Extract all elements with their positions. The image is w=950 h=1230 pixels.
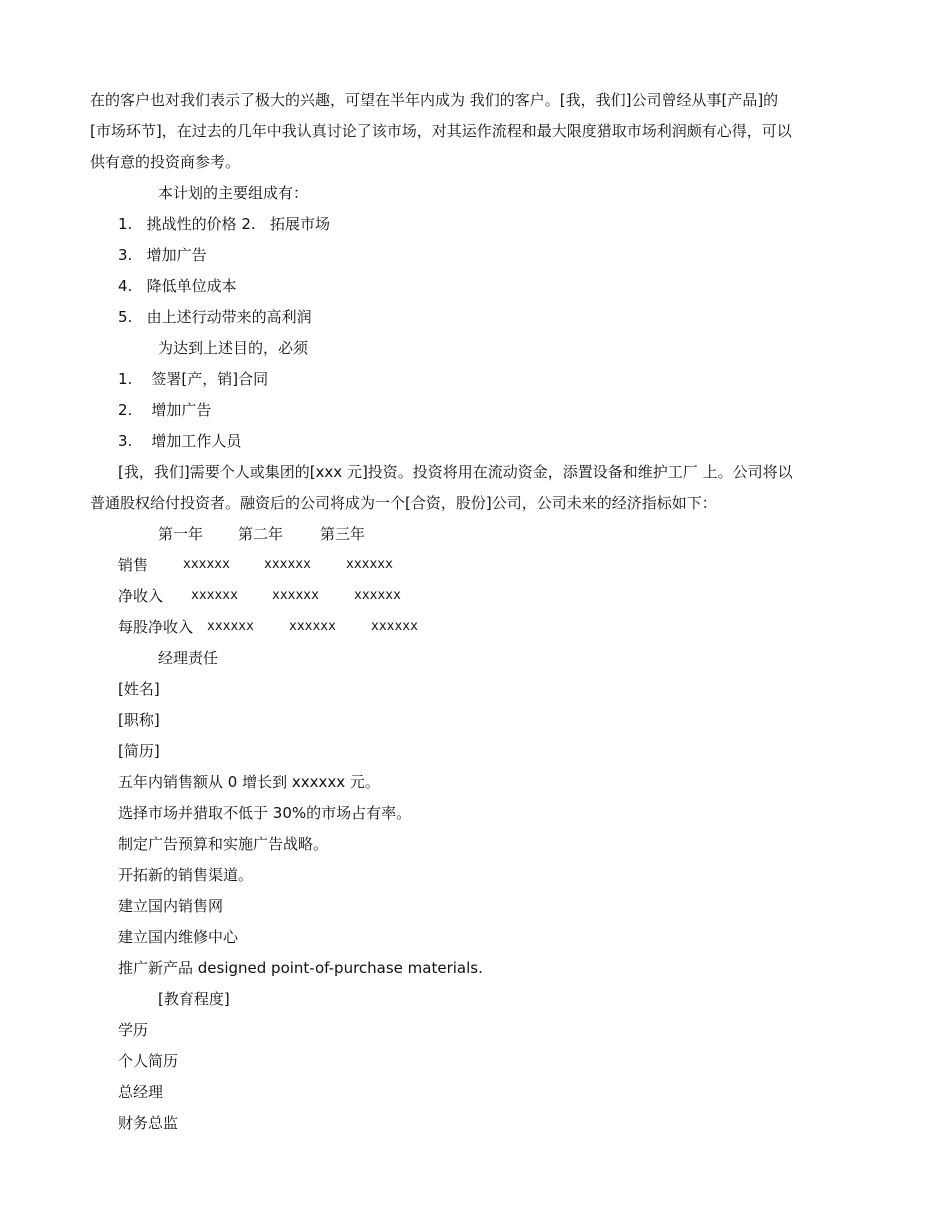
responsibility-item: 五年内销售额从 0 增长到 xxxxxx 元。 [118,773,380,791]
responsibility-item: 建立国内销售网 [118,897,224,915]
table-cell: xxxxxx [354,588,401,603]
table-cell: xxxxxx [264,557,311,572]
table-row-label: 每股净收入 [118,618,194,636]
responsibility-item: 建立国内维修中心 [118,928,239,946]
goal-item: 2. 增加广告 [118,401,212,419]
final-item: 个人简历 [118,1052,179,1070]
plan-item: 1. 挑战性的价格 2. 拓展市场 [118,215,331,233]
final-item: 财务总监 [118,1114,179,1132]
goal-heading: 为达到上述目的，必须 [158,339,309,357]
table-header-year-3: 第三年 [320,525,366,543]
table-cell: xxxxxx [346,557,393,572]
plan-heading: 本计划的主要组成有： [158,184,309,202]
table-row-label: 净收入 [118,587,164,605]
plan-item: 3. 增加广告 [118,246,207,264]
manager-heading: 经理责任 [158,649,219,667]
intro-line-1: 在的客户也对我们表示了极大的兴趣，可望在半年内成为 我们的客户。[我，我们]公司曾经从事[产品]的 [90,91,779,109]
plan-item: 4. 降低单位成本 [118,277,237,295]
responsibility-item: 选择市场并猎取不低于 30%的市场占有率。 [118,804,412,822]
table-header-year-2: 第二年 [238,525,284,543]
table-cell: xxxxxx [191,588,238,603]
table-cell: xxxxxx [272,588,319,603]
investment-line-2: 普通股权给付投资者。融资后的公司将成为一个[合资，股份]公司，公司未来的经济指标如下： [90,494,717,512]
manager-field: [姓名] [118,680,160,698]
table-cell: xxxxxx [289,619,336,634]
table-cell: xxxxxx [371,619,418,634]
table-cell: xxxxxx [183,557,230,572]
goal-item: 1. 签署[产，销]合同 [118,370,269,388]
investment-line-1: [我，我们]需要个人或集团的[xxx 元]投资。投资将用在流动资金，添置设备和维护工厂 上。公司将以 [118,463,793,481]
table-row-label: 销售 [118,556,149,574]
intro-line-3: 供有意的投资商参考。 [90,153,241,171]
responsibility-item: 推广新产品 designed point-of-purchase materials. [118,959,483,977]
table-header-year-1: 第一年 [158,525,204,543]
responsibility-item: 开拓新的销售渠道。 [118,866,254,884]
manager-field: [职称] [118,711,160,729]
education-heading: [教育程度] [158,990,230,1008]
manager-field: [简历] [118,742,160,760]
responsibility-item: 制定广告预算和实施广告战略。 [118,835,329,853]
plan-item: 5. 由上述行动带来的高利润 [118,308,312,326]
intro-line-2: [市场环节]，在过去的几年中我认真讨论了该市场，对其运作流程和最大限度猎取市场利润颇有心得，可以 [90,122,792,140]
table-cell: xxxxxx [207,619,254,634]
final-item: 总经理 [118,1083,164,1101]
final-item: 学历 [118,1021,149,1039]
goal-item: 3. 增加工作人员 [118,432,242,450]
